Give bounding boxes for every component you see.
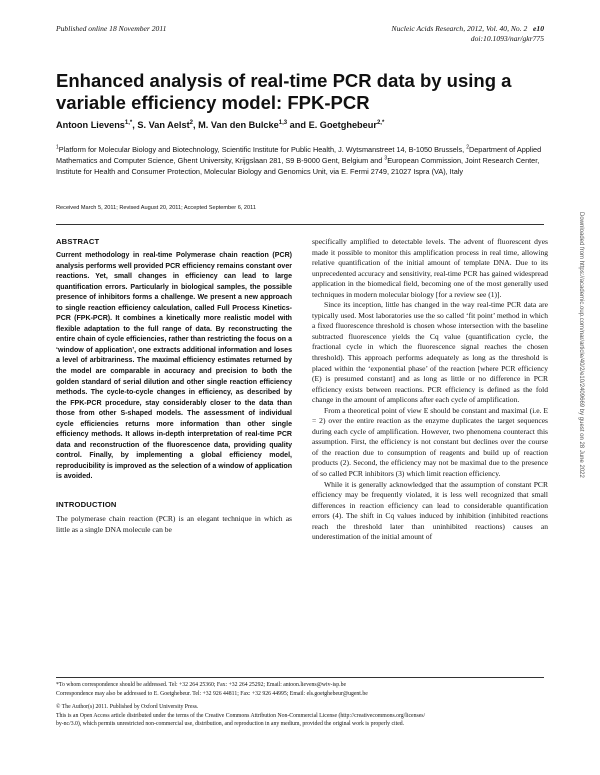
- license-note: This is an Open Access article distributed under the terms of the Creative Commons Attribution Non-Commercial License (http://creativecommons.org/licenses/: [56, 712, 426, 719]
- affiliations: [56, 144, 556, 177]
- author: Antoon Lievens$^{1,*}$,: [56, 119, 138, 130]
- abstract-heading: ABSTRACT: [56, 237, 100, 246]
- body-paragraph: From a theoretical point of view E should be constant and maximal (i.e. E = 2) over the entire reaction as the enzyme duplicates the target sequences during each cycle of amplification. However, two phenomena counteract this assumption. First, the efficiency is not constant but declines over the course of the reaction due to consumption of reagents and build up of reaction products (2). Second, the efficiency may not be maximal due to the presence of so called PCR inhibitors (3) which limit reaction efficiency.: [312, 405, 548, 479]
- abstract-text: Current methodology in real-time Polymerase chain reaction (PCR) analysis performs well provided PCR efficiency remains constant over reactions. Yet, small changes in efficiency can lead to large quantification errors. Particularly in biological samples, the possible presence of inhibitors forms a challenge. We present a new approach to single reaction efficiency calculation, called Full Process Kinetics-PCR (FPK-PCR). It combines a kinetically more realistic model with flexible adaptation to the full range of data. By reconstructing the entire chain of cycle efficiencies, rather than restricting the focus on a ‘window of application’, one extracts additional information and loses a level of arbitrariness. The maximal efficiency estimates returned by the model are comparable in accuracy and precision to both the golden standard of serial dilution and other single reaction efficiency methods. The cycle-to-cycle changes in efficiency, as described by the FPK-PCR procedure, stay considerably closer to the data than those from other S-shaped models. The assessment of individual cycle efficiencies returns more information than other single efficiency methods. It allows in-depth interpretation of real-time PCR data and reconstruction of the fluorescence data, providing quality control. Finally, by implementing a global efficiency model, reproducibility is improved as the selection of a window of application is avoided.: [56, 252, 292, 481]
- right-column: [312, 237, 548, 543]
- introduction-paragraph: The polymerase chain reaction (PCR) is an elegant technique in which as little as a single DNA molecule can be: [56, 514, 292, 534]
- body-paragraph: Since its inception, little has changed in the way real-time PCR data are typically used. Most laboratories use the so called ‘fit point’ method in which a fixed fluorescence threshold is chosen whose intersection with the baseline subtracted fluorescence yields the Cq value (quantification cycle, the fractional cycle in which the fluorescence signal reaches the chosen threshold). This approach performs adequately as long as the threshold is placed within the ‘exponential phase’ of the reaction [where PCR efficiency (E) is presumed constant] and as long as little or no difference in PCR efficiency exists between reactions. PCR efficiency is defined as the fold change in the amount of amplicons after each cycle of amplification.: [312, 300, 548, 405]
- submission-dates: Received March 5, 2011; Revised August 20, 2011; Accepted September 6, 2011: [56, 205, 256, 211]
- doi: doi:10.1093/nar/gkr775: [470, 34, 544, 43]
- author: E. Goetghebeur$^{2,*}$: [308, 119, 385, 130]
- journal-citation: Nucleic Acids Research, 2012, Vol. 40, No. 2: [391, 24, 528, 33]
- author-list: [56, 119, 556, 131]
- body-paragraph: While it is generally acknowledged that the assumption of constant PCR efficiency may be frequently violated, it is less well recognized that small differences in reaction efficiency can lead to considerable quantification errors (4). The shift in Cq values induced by inhibition (inhibited reactions reach the threshold later than uninhibited reactions) causes an underestimation of the initial amount of: [312, 479, 548, 542]
- affiliation: $^1$Platform for Molecular Biology and Biotechnology, Scientific Institute for Public Health, J. Wytsmanstreet 14, B-1050 Brussels,: [56, 144, 467, 154]
- correspondence-note: Correspondence may also be addressed to E. Goetghebeur. Tel: +32 926 44811; Fax: +32 926 44995; Email: els.goetghebeur@ugent.be: [56, 690, 368, 697]
- download-watermark: Downloaded from https://academic.oup.com/nar/article/40/2/e10/2409669 by guest on 28 June 2022: [578, 212, 584, 478]
- left-column: [56, 237, 292, 535]
- article-id: e10: [533, 24, 544, 33]
- running-head-journal: [392, 24, 545, 44]
- header-divider: [56, 224, 544, 225]
- affiliation: $^2$Department of Applied Mathematics and Computer Science, Ghent University, Krijgslaan 281, S9 B-9000 Gent, Belgium and: [56, 144, 542, 165]
- introduction-heading: INTRODUCTION: [56, 500, 117, 510]
- running-head-published: Published online 18 November 2011: [56, 24, 167, 33]
- license-note: by-nc/3.0), which permits unrestricted non-commercial use, distribution, and reproduction in any medium, provided the original work is properly cited.: [56, 721, 405, 728]
- body-paragraph: specifically amplified to detectable levels. The advent of fluorescent dyes made it possible to monitor this amplification process in real time, allowing relative quantification of the initial amount of template DNA. Due to its unprecedented accuracy and sensitivity, real-time PCR has gained widespread application in the biomedical field, becoming one of the most generally used techniques in modern molecular biology [for a review see (1)].: [312, 237, 548, 299]
- paper-title: Enhanced analysis of real-time PCR data by using a variable efficiency model: FPK-PCR: [56, 70, 512, 113]
- footnote-divider: [56, 677, 544, 678]
- affiliation: $^3$European Commission, Joint Research Center, Institute for Health and Consumer Protection, Molecular Biology and Genomics Unit, via E. Fermi 2749, 21027 Ispra (VA), Italy: [56, 155, 540, 176]
- correspondence-note: *To whom correspondence should be addressed. Tel: +32 264 25360; Fax: +32 264 25292; Email: antoon.lievens@wiv-isp.be: [56, 682, 347, 688]
- footnotes: [56, 681, 546, 729]
- author: S. Van Aelst$^2$,: [137, 119, 199, 130]
- copyright-note: © The Author(s) 2011. Published by Oxford University Press.: [56, 704, 199, 711]
- author: M. Van den Bulcke$^{1,3}$ and: [198, 119, 309, 130]
